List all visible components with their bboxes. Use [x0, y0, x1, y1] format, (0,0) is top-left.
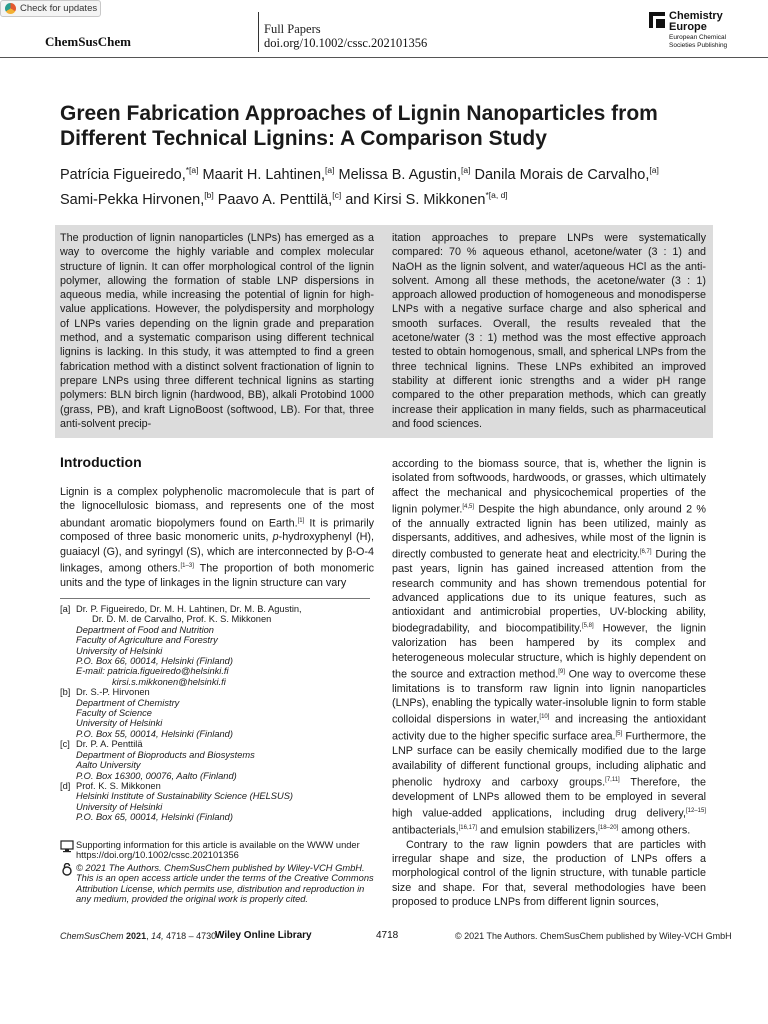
publisher-line2: Europe: [669, 21, 707, 33]
author: Paavo A. Penttilä,[c]: [213, 189, 342, 208]
chemistry-europe-logo-icon: [649, 12, 665, 28]
wiley-online-library-link[interactable]: Wiley Online Library: [215, 930, 312, 941]
intro-paragraph-2: Contrary to the raw lignin powders that are particles with irregular shape and size, the production of LNPs offers a morphological control of the lignin structure, with tunable particle size and shape. For that, several methodologies have been proposed to produce LNPs from different lignin sources,: [392, 838, 706, 908]
author: Danila Morais de Carvalho,[a]: [470, 165, 659, 183]
author: Melissa B. Agustin,[a]: [334, 165, 471, 183]
header-divider: [258, 12, 259, 52]
publisher-subtitle: [669, 34, 739, 49]
affiliation-c: [c] Dr. P. A. Penttilä Department of Bioproducts and Biosystems Aalto University P.O. Box 16300, 00076, Aalto (Finland): [60, 739, 255, 781]
check-for-updates-label: Check for updates: [20, 3, 98, 14]
author-list: [60, 160, 740, 210]
article-type: Full Papers: [264, 22, 321, 36]
license-note: [60, 863, 378, 905]
affiliation-a: [a] Dr. P. Figueiredo, Dr. M. H. Lahtinen, Dr. M. B. Agustin, Dr. D. M. de Carvalho, Prof. K. S. Mikkonen Department of Food and Nutrition Faculty of Agriculture and Forestry University of Helsinki P.O. Box 66, 00014, Helsinki (Finland) E-mail: patricia.figueiredo@helsinki.fi kirsi.s.mikkonen@helsinki.fi: [60, 604, 302, 687]
doi-link[interactable]: doi.org/10.1002/cssc.202101356: [264, 36, 428, 50]
publisher-sub1: European Chemical: [669, 34, 727, 41]
affiliations: [60, 604, 378, 823]
journal-name: ChemSusChem: [45, 34, 131, 49]
publisher-name: [669, 11, 723, 33]
open-access-icon: [60, 863, 74, 876]
author: and Kirsi S. Mikkonen$^{*[a, d]}$: [341, 189, 508, 208]
intro-column-2: [392, 457, 706, 909]
affiliation-d: [d] Prof. K. S. Mikkonen Helsinki Institute of Sustainability Science (HELSUS) University of Helsinki P.O. Box 65, 00014, Helsinki (Finland): [60, 780, 294, 823]
footer-copyright: © 2021 The Authors. ChemSusChem published by Wiley-VCH GmbH: [455, 931, 732, 941]
paper-title: Green Fabrication Approaches of Lignin Nanoparticles from Different Technical Lignins: A Comparison Study: [60, 102, 658, 150]
computer-icon: [60, 840, 74, 853]
section-heading-introduction: Introduction: [60, 454, 142, 470]
affiliation-b: [b] Dr. S.-P. Hirvonen Department of Chemistry Faculty of Science University of Helsinki P.O. Box 55, 00014, Helsinki (Finland): [60, 687, 233, 739]
footer-citation: ChemSusChem 2021, 14, 4718 – 4730: [60, 931, 217, 941]
publisher-line1: Chemistry: [669, 10, 723, 22]
author: Maarit H. Lahtinen,[a]: [198, 165, 335, 183]
supporting-info-note: [60, 840, 378, 861]
author: Sami-Pekka Hirvonen,[b]: [60, 189, 214, 208]
abstract-column-2: itation approaches to prepare LNPs were systematically compared: 70 % aqueous ethanol, acetone/water (3 : 1) and NaOH as the lignin solvent, and water/aqueous HCl as the anti-solvent. Among all these methods, the acetone/water (3 : 1) approach allowed production of homogeneous and monodisperse LNPs with a negative surface charge and also spherical and smooth surfaces. Overall, the results revealed that the acetone/water (3 : 1) method was the most effective approach tested to obtain homogenous, small, and spherical LNPs from the three technical lignins. These LNPs exhibited an improved stability at different ionic strengths and a wider pH range compared to the other preparation methods, which can greatly increase their application in many fields, such as pharmaceutical and food sciences.: [392, 232, 706, 430]
check-for-updates-button[interactable]: [0, 0, 101, 17]
publisher-sub2: Societies Publishing: [669, 41, 728, 49]
page-number: 4718: [376, 930, 399, 941]
affiliation-rule: [60, 598, 370, 599]
intro-paragraph-1-continued: according to the biomass source, that is, whether the lignin is isolated from softwoods, hardwoods, or grasses, which ultimately affect the mechanical and physicochemical properties of the lignin polymer.[4,5] Despite the high abundance, only around 2 % of the annually extracted lignin has been utilized, mainly as dispersants, additives, and adhesives, while most of the lignin is directly combusted to generate heat and electricity.[6,7] During the past years, lignin has gained increased attention from the research community and has shown tremendous potential for advanced applications due to its unique features, such as antioxidant and antimicrobial properties, UV-blocking ability, biodegradability, and biocompatibility.[5,8] However, the lignin valorization has been hampered by its complex and heterogeneous molecular structure, which is highly dependent on the source and extraction method.[9] One way to overcome these limitations is to transform raw lignin into lignin nanoparticles (LNPs), enabling the typically water-insoluble lignin to form stable colloidal dispersions in water,[10] and increasing the antioxidant activity due to the higher specific surface area.[5] Furthermore, the LNP surface can be easily chemically modified due to the large availability of different functional groups, including aliphatic and phenolic hydroxy and carboxy groups.[7,11] Therefore, the development of LNPs allowed them to be employed in several high value-added applications, including drug delivery,[12–15] antibacterials,[16,17] and emulsion stabilizers,[18–20] among others.: [392, 458, 707, 837]
author: Patrícia Figueiredo,$^{*[a]}$: [60, 165, 199, 183]
abstract-column-1: The production of lignin nanoparticles (LNPs) has emerged as a way to overcome the highly variable and complex molecular structure of lignin. It can offer morphological control of the lignin polymer, allowing the formation of stable LNP dispersions in aqueous media, while increasing the potential of lignin for high-value applications. However, the polydispersity and morphology of LNPs varies depending on the lignin grade and preparation method, and a systematic comparison using different technical lignins is lacking. In this study, it was attempted to find a green fabrication method with a distinct solvent fractionation of lignin to prepare LNPs using three different technical lignins as starting polymers: BLN birch lignin (hardwood, BB), alkali Protobind 1000 (grass, PB), and kraft LignoBoost (softwood, LB). For that, three anti-solvent precip-: [60, 232, 374, 430]
supporting-info-text: Supporting information for this article is available on the WWW under https://doi.org/10.1002/cssc.202101356: [76, 840, 360, 861]
header-rule: [0, 57, 768, 58]
license-text: © 2021 The Authors. ChemSusChem published by Wiley-VCH GmbH. This is an open access article under the terms of the Creative Commons Attribution License, which permits use, distribution and reproduction in any medium, provided the original work is properly cited.: [76, 863, 374, 905]
intro-paragraph-1: Lignin is a complex polyphenolic macromolecule that is part of the lignocellulosic biomass, and represents one of the most abundant aromatic biopolymers found on Earth.[1] It is primarily composed of three basic monomeric units, p-hydroxyphenyl (H), guaiacyl (G), and syringyl (S), which are interconnected by β-O-4 linkages, among others.[1–3] The proportion of both monomeric units and the type of linkages in the lignin structure can vary: [60, 486, 374, 589]
crossmark-icon: [5, 3, 16, 14]
